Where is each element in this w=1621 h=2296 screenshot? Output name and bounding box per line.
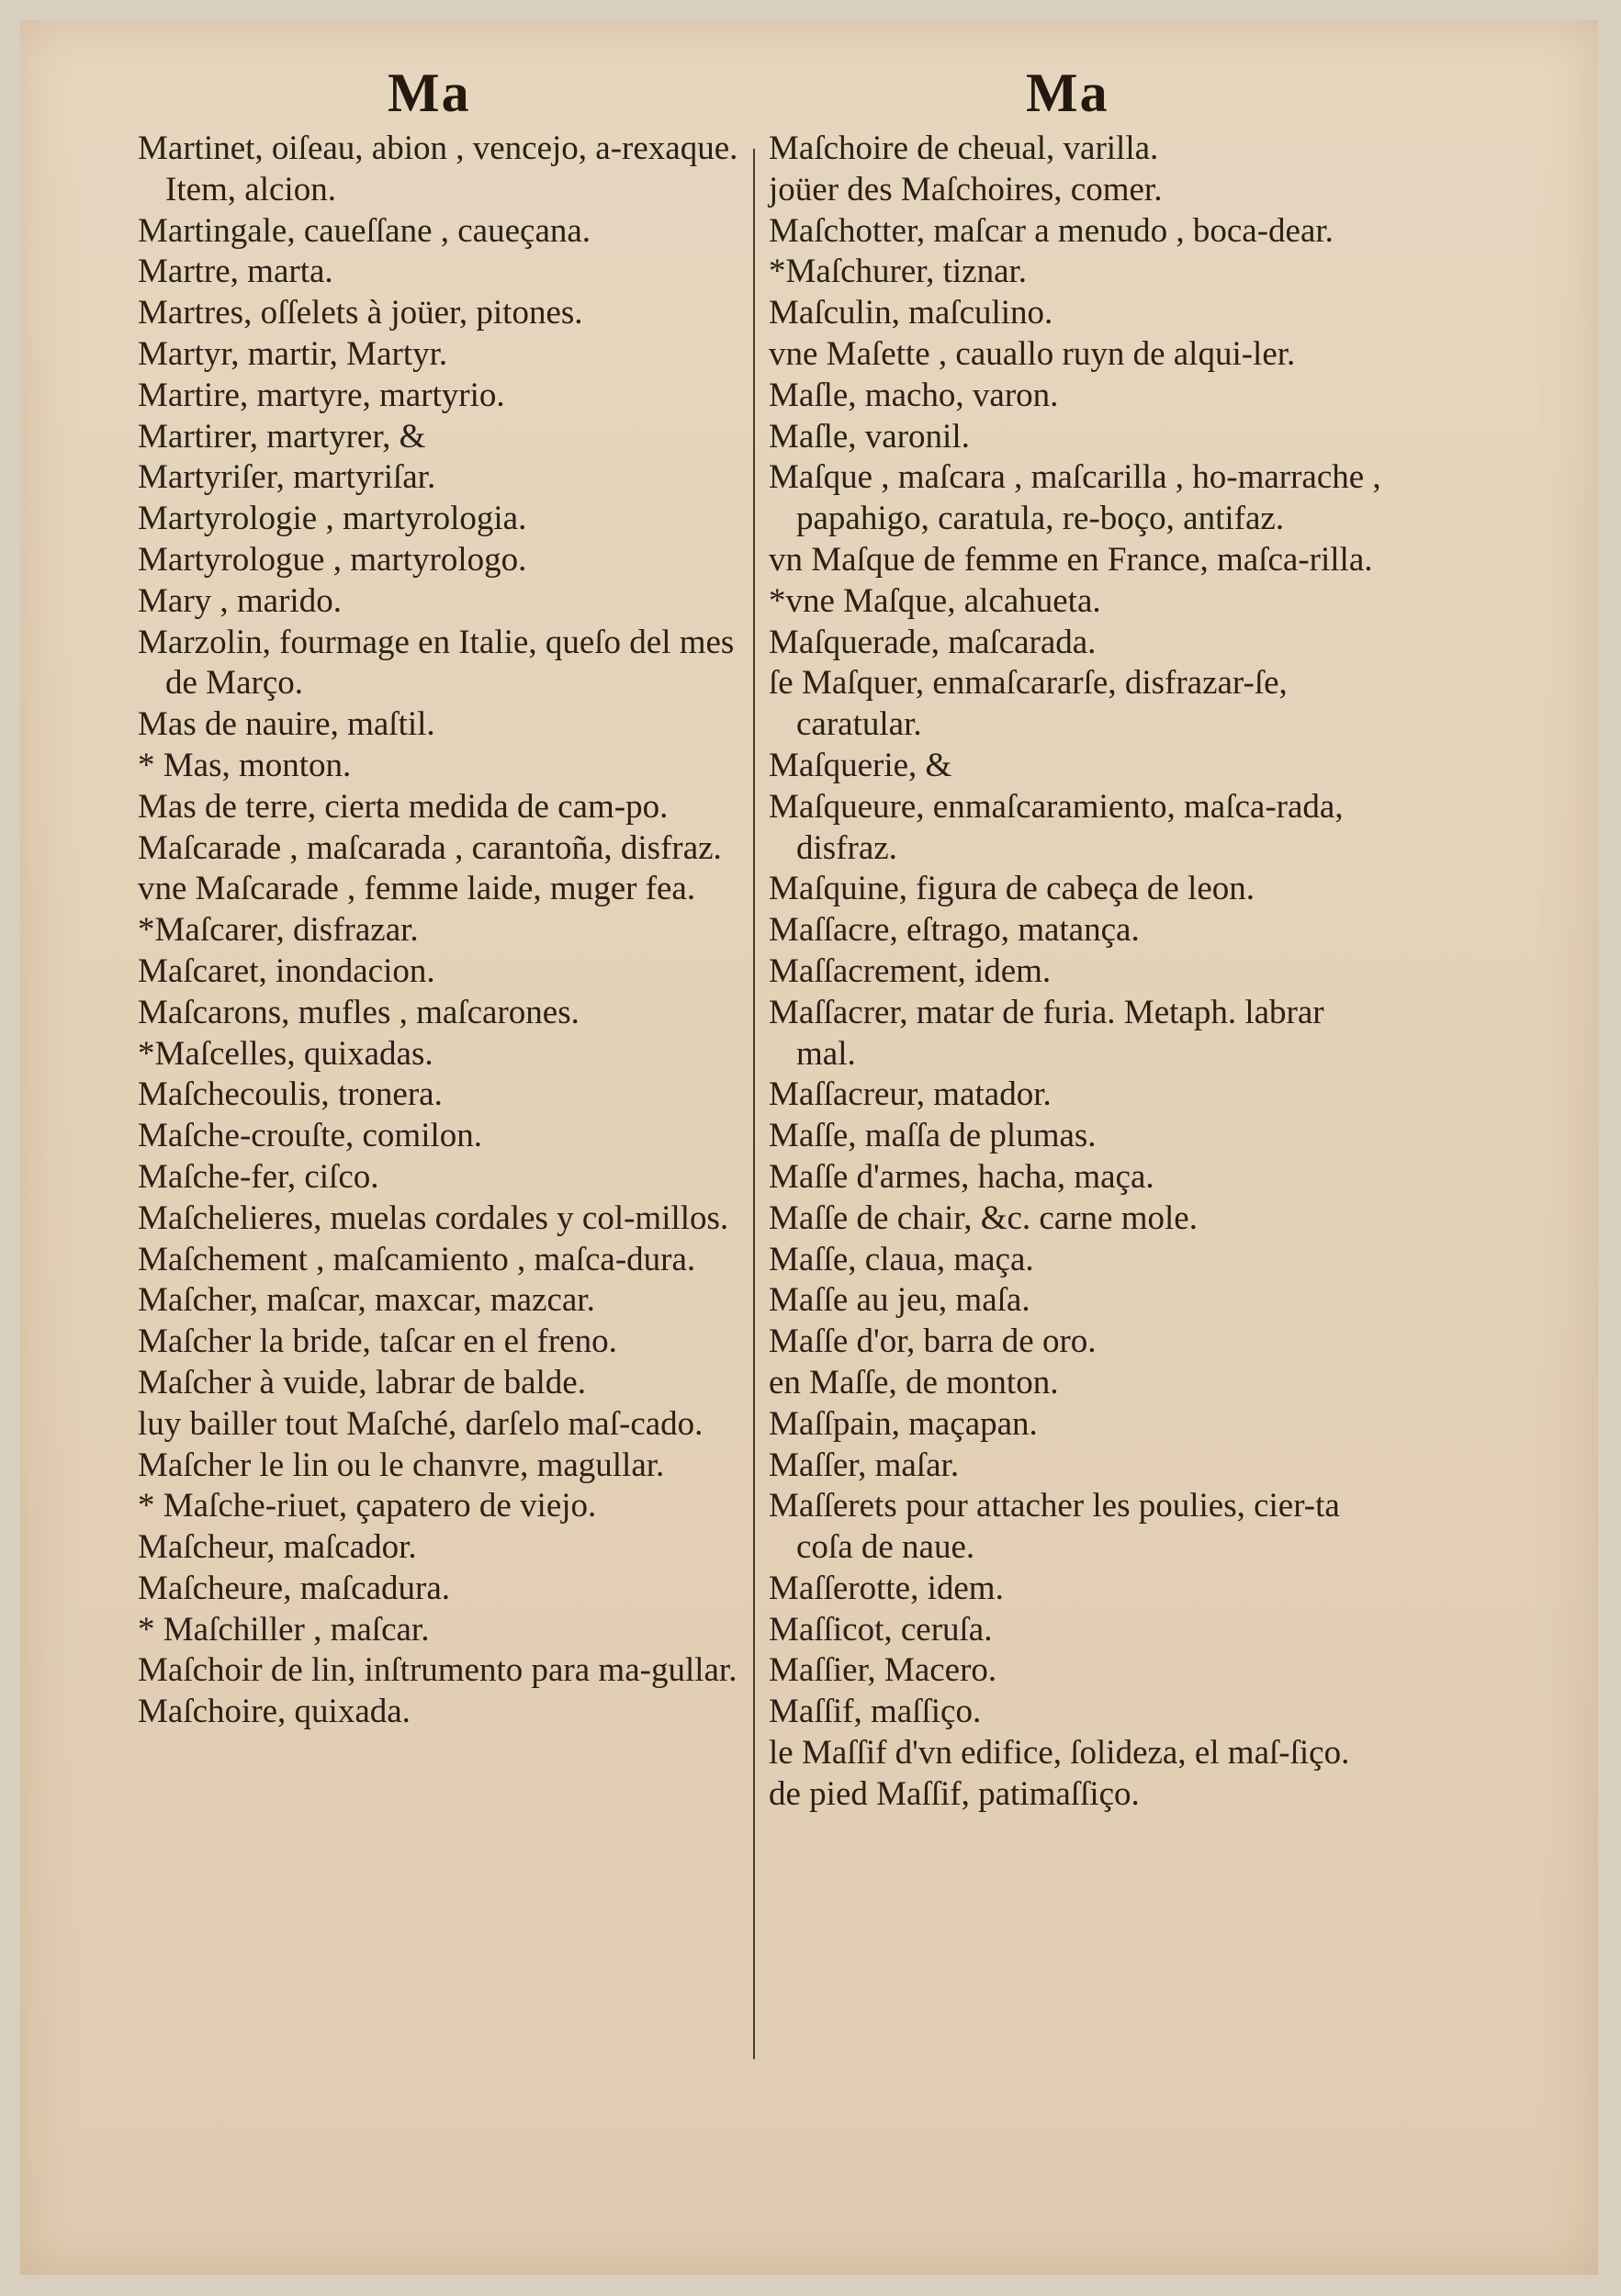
dictionary-entry: ſe Maſquer, enmaſcararſe, disfrazar-ſe, caratular. (769, 664, 1288, 744)
dictionary-entry: Maſcher, maſcar, maxcar, mazcar. (138, 1281, 595, 1320)
dictionary-entry: * Maſche-riuet, çapatero de viejo. (138, 1487, 597, 1525)
dictionary-entry: Martinet, oiſeau, abion , vencejo, a-rexaque. Item, alcion. (138, 129, 738, 208)
left-running-head: Ma (388, 62, 471, 123)
dictionary-entry: Martingale, caueſſane , caueçana. (138, 211, 591, 250)
dictionary-entry: Maſſe d'or, barra de oro. (769, 1322, 1097, 1361)
dictionary-entry: Maſquine, figura de cabeça de leon. (769, 870, 1255, 908)
dictionary-entry: Maſſer, maſar. (769, 1446, 960, 1484)
dictionary-entry: Maſcheur, maſcador. (138, 1528, 417, 1567)
dictionary-entry: Maſque , maſcara , maſcarilla , ho-marrache , papahigo, caratula, re-boço, antifaz. (769, 458, 1381, 538)
dictionary-entry: de pied Maſſif, patimaſſiço. (769, 1774, 1140, 1813)
dictionary-entry: Maſcarade , maſcarada , carantoña, disfraz. (138, 828, 722, 867)
dictionary-entry: Maſle, varonil. (769, 417, 970, 456)
dictionary-entry: Maſcher le lin ou le chanvre, magullar. (138, 1446, 665, 1484)
dictionary-entry: Martres, oſſelets à joüer, pitones. (138, 294, 583, 332)
dictionary-entry: Maſcher à vuide, labrar de balde. (138, 1363, 586, 1401)
dictionary-entry: vn Maſque de femme en France, maſca-rilla. (769, 540, 1373, 579)
dictionary-entry: *Maſcarer, disfrazar. (138, 911, 419, 950)
dictionary-entry: Mary , marido. (138, 581, 342, 620)
dictionary-page (20, 20, 1598, 2275)
dictionary-entry: Martre, marta. (138, 253, 333, 291)
dictionary-entry: * Mas, monton. (138, 746, 352, 784)
dictionary-entry: Martyr, martir, Martyr. (138, 334, 448, 373)
dictionary-entry: Maſche-fer, ciſco. (138, 1157, 379, 1196)
right-column (769, 129, 1386, 1816)
dictionary-entry: Maſſe d'armes, hacha, maça. (769, 1157, 1154, 1196)
dictionary-entry: Maſcher la bride, taſcar en el freno. (138, 1322, 617, 1361)
dictionary-entry: Maſle, macho, varon. (769, 376, 1059, 414)
dictionary-entry: Maſſacreur, matador. (769, 1075, 1052, 1114)
dictionary-entry: Martire, martyre, martyrio. (138, 376, 505, 414)
dictionary-entry: Maſſe, maſſa de plumas. (769, 1117, 1097, 1155)
dictionary-entry: le Maſſif d'vn edifice, ſolideza, el maſ-ſiço. (769, 1734, 1350, 1773)
dictionary-entry: Marzolin, fourmage en Italie, queſo del mes de Março. (138, 623, 735, 703)
dictionary-entry: Maſſier, Macero. (769, 1651, 997, 1690)
dictionary-entry: Martyrologue , martyrologo. (138, 540, 527, 579)
dictionary-entry: * Maſchiller , maſcar. (138, 1610, 430, 1649)
dictionary-entry: joüer des Maſchoires, comer. (769, 170, 1163, 208)
dictionary-entry: Maſqueure, enmaſcaramiento, maſca-rada, disfraz. (769, 787, 1344, 867)
dictionary-entry: Maſſe de chair, &c. carne mole. (769, 1199, 1198, 1237)
dictionary-entry: Martyrologie , martyrologia. (138, 500, 527, 538)
left-column (138, 129, 744, 1733)
right-running-head: Ma (1026, 62, 1109, 123)
dictionary-entry: Maſſerets pour attacher les poulies, cier-ta coſa de naue. (769, 1487, 1340, 1567)
dictionary-entry: Maſſerotte, idem. (769, 1569, 1004, 1607)
dictionary-entry: Maſcaret, inondacion. (138, 951, 435, 990)
dictionary-entry: Maſſicot, ceruſa. (769, 1610, 993, 1649)
dictionary-entry: vne Maſette , cauallo ruyn de alqui-ler. (769, 334, 1296, 373)
dictionary-entry: Maſſe, claua, maça. (769, 1240, 1034, 1278)
dictionary-entry: Maſſacre, eſtrago, matança. (769, 911, 1140, 950)
dictionary-entry: Mas de nauire, maſtil. (138, 705, 435, 744)
dictionary-entry: Maſcheure, maſcadura. (138, 1569, 451, 1607)
dictionary-entry: *vne Maſque, alcahueta. (769, 581, 1101, 620)
column-rule (753, 149, 755, 2059)
dictionary-entry: *Maſchurer, tiznar. (769, 253, 1028, 291)
dictionary-entry: Maſcarons, mufles , maſcarones. (138, 993, 580, 1031)
dictionary-entry: Maſculin, maſculino. (769, 294, 1053, 332)
dictionary-entry: Mas de terre, cierta medida de cam-po. (138, 787, 669, 826)
dictionary-entry: Maſſacrement, idem. (769, 951, 1052, 990)
dictionary-entry: Maſchecoulis, tronera. (138, 1075, 443, 1114)
dictionary-entry: Maſſacrer, matar de furia. Metaph. labrar mal. (769, 993, 1324, 1073)
dictionary-entry: Maſſe au jeu, maſa. (769, 1281, 1030, 1320)
dictionary-entry: Martirer, martyrer, & (138, 417, 426, 456)
dictionary-entry: luy bailler tout Maſché, darſelo maſ-cado. (138, 1404, 704, 1443)
dictionary-entry: Maſchelieres, muelas cordales y col-millos. (138, 1199, 729, 1237)
dictionary-entry: Maſquerie, & (769, 746, 952, 784)
dictionary-entry: Maſchement , maſcamiento , maſca-dura. (138, 1240, 696, 1278)
dictionary-entry: Maſſif, maſſiço. (769, 1693, 982, 1731)
dictionary-entry: Maſchoire de cheual, varilla. (769, 129, 1159, 167)
dictionary-entry: vne Maſcarade , femme laide, muger fea. (138, 870, 696, 908)
dictionary-entry: en Maſſe, de monton. (769, 1363, 1059, 1401)
dictionary-entry: Maſquerade, maſcarada. (769, 623, 1097, 661)
dictionary-entry: Maſche-crouſte, comilon. (138, 1117, 483, 1155)
dictionary-entry: *Maſcelles, quixadas. (138, 1034, 433, 1073)
dictionary-entry: Martyriſer, martyriſar. (138, 458, 436, 497)
dictionary-entry: Maſchoir de lin, inſtrumento para ma-gullar. (138, 1651, 737, 1690)
dictionary-entry: Maſchoire, quixada. (138, 1693, 411, 1731)
dictionary-entry: Maſſpain, maçapan. (769, 1404, 1038, 1443)
dictionary-entry: Maſchotter, maſcar a menudo , boca-dear. (769, 211, 1334, 250)
